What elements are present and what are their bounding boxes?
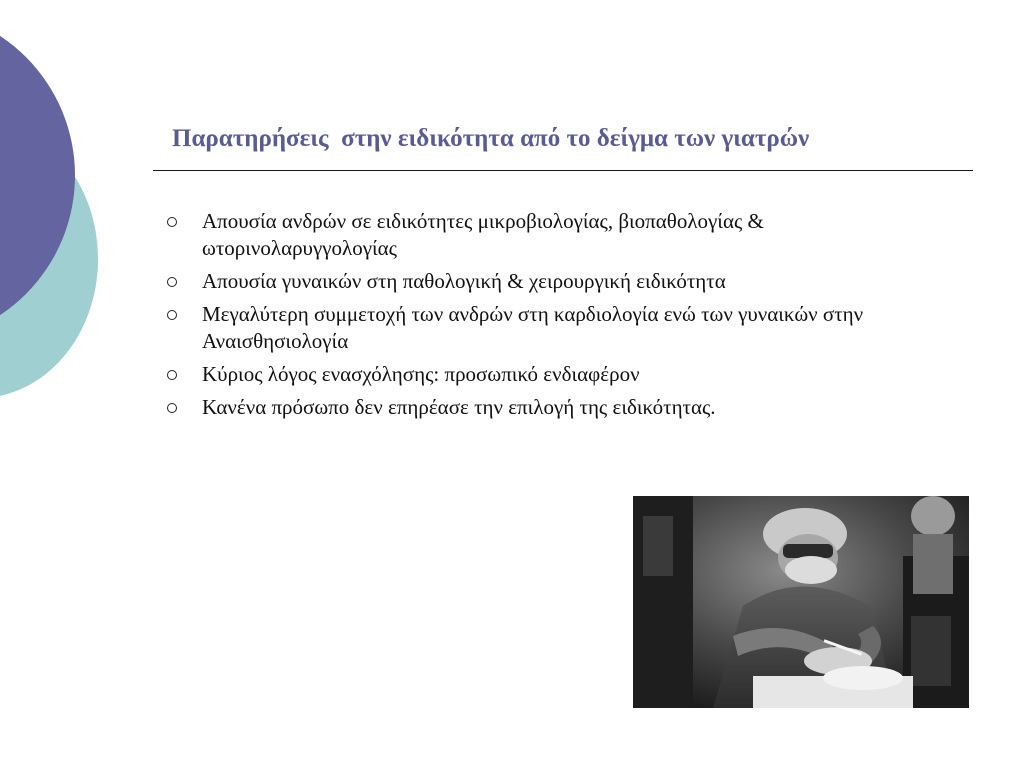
list-item: [164, 208, 964, 262]
list-item: [164, 361, 964, 388]
bullet-list: [164, 208, 964, 427]
bullet-text: Απουσία γυναικών στη παθολογική & χειρουργική ειδικότητα: [202, 269, 726, 293]
bullet-text: Απουσία ανδρών σε ειδικότητες μικροβιολογίας, βιοπαθολογίας & ωτορινολαρυγγολογίας: [202, 209, 764, 260]
circle-bullet-icon: [164, 301, 202, 328]
surgery-photo: [633, 496, 969, 708]
title-underline: [153, 170, 973, 171]
bullet-text: Μεγαλύτερη συμμετοχή των ανδρών στη καρδιολογία ενώ των γυναικών στην Αναισθησιολογία: [202, 302, 864, 353]
circle-bullet-icon: [164, 268, 202, 295]
circle-bullet-icon: [164, 361, 202, 388]
circle-bullet-icon: [164, 208, 202, 235]
list-item: [164, 268, 964, 295]
circle-bullet-icon: [164, 394, 202, 421]
list-item: [164, 301, 964, 355]
bullet-text: Κανένα πρόσωπο δεν επηρέασε την επιλογή της ειδικότητας.: [202, 395, 716, 419]
bullet-text: Κύριος λόγος ενασχόλησης: προσωπικό ενδιαφέρον: [202, 362, 640, 386]
slide-title: Παρατηρήσεις στην ειδικότητα από το δείγμα των γιατρών: [172, 125, 810, 152]
list-item: [164, 394, 964, 421]
